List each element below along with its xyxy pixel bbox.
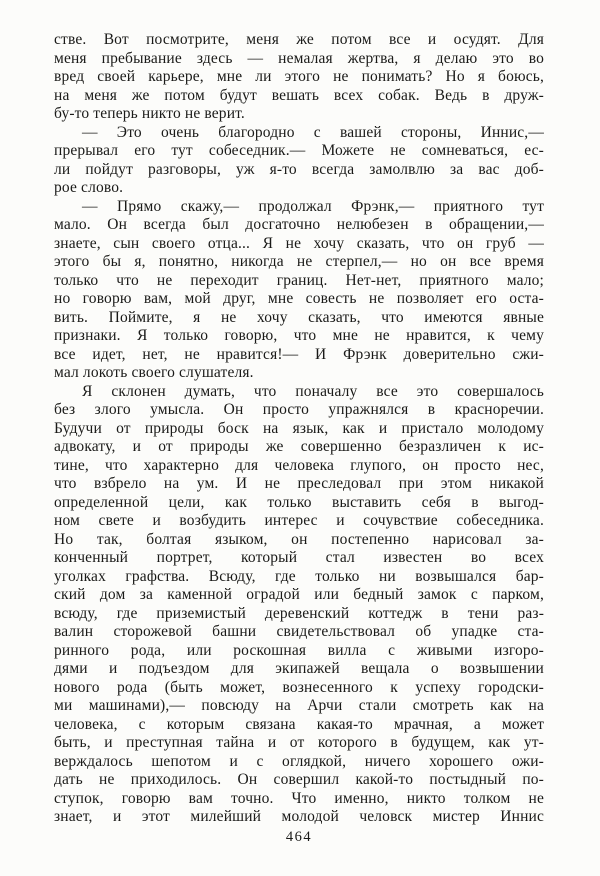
text-line: тине, что характерно для человека глупого, он просто нес,	[54, 456, 544, 474]
text-line: человека, с которым связана какая-то мрачная, а может	[54, 715, 544, 733]
text-line: ринного рода, или роскошная вилла с живыми изгоро-	[54, 641, 544, 659]
text-line: мал локоть своего слушателя.	[54, 364, 254, 381]
text-line: вить. Поймите, я не хочу сказать, что имеются явные	[54, 308, 544, 326]
text-line: уголках графства. Всюду, где только ни возвышался бар-	[54, 567, 544, 585]
text-line: ступок, говорю вам точно. Что именно, никто толком не	[54, 789, 544, 807]
text-line: ном свете и возбудить интерес и сочувствие собеседника.	[54, 512, 544, 529]
text-line: — Это очень благородно с вашей стороны, Иннис,—	[82, 123, 544, 141]
text-line: знаете, сын своего отца... Я не хочу сказать, что он груб —	[54, 234, 544, 252]
text-line: этого бы я, понятно, никогда не стерпел,— но он все время	[54, 253, 544, 270]
text-line: ли пойдут разговоры, уж я-то всегда замолвлю за вас доб-	[54, 160, 544, 178]
text-line: вред своей карьере, мне ли этого не понимать? Но я боюсь,	[54, 68, 544, 85]
text-line: быть, и преступная тайна и от которого в будущем, как ут-	[54, 734, 544, 751]
text-line: прерывал его тут собеседник.— Можете не сомневаться, ес-	[54, 142, 544, 159]
page-number: 464	[285, 829, 313, 845]
text-line: Будучи от природы боск на язык, как и пристало молодому	[54, 419, 544, 437]
text-line: рое слово.	[54, 179, 124, 196]
text-line: ский дом за каменной оградой или бедный замок с парком,	[54, 586, 544, 603]
text-line: — Прямо скажу,— продолжал Фрэнк,— приятного тут	[82, 197, 544, 215]
text-line: только что не переходит границ. Нет-нет, приятного мало;	[54, 271, 544, 289]
text-line: без злого умысла. Он просто упражнялся в красноречии.	[54, 401, 544, 418]
text-line: Но так, болтая языком, он постепенно нарисовал за-	[54, 530, 544, 548]
text-line: дать не приходилось. Он совершил какой-то постыдный по-	[54, 771, 544, 788]
text-line: адвокату, и от природы же совершенно безразличен к ис-	[54, 438, 544, 455]
text-line: стве. Вот посмотрите, меня же потом все и осудят. Для	[54, 31, 544, 48]
text-line: все идет, нет, не нравится!— И Фрэнк доверительно сжи-	[54, 345, 544, 363]
text-line: всюду, где приземистый деревенский коттедж в тени раз-	[54, 604, 544, 622]
text-block	[54, 31, 544, 827]
text-line: на меня же потом будут вешать всех собак. Ведь в друж-	[54, 86, 544, 104]
text-line: что взбрело на ум. И не преследовал при этом никакой	[54, 475, 544, 492]
text-line: мало. Он всегда был досгаточно нелюбезен в обращении,—	[54, 216, 544, 233]
text-line: бу-то теперь никто не верит.	[54, 105, 245, 122]
text-line: но говорю вам, мой друг, мне совесть не позволяет его оста-	[54, 290, 544, 307]
text-line: валин сторожевой башни свидетельствовал об упадке ста-	[54, 623, 544, 640]
text-line: знает, и этот милейший молодой человск мистер Иннис	[54, 808, 544, 825]
text-line: верждалось шепотом и с оглядкой, ничего хорошего ожи-	[54, 752, 544, 770]
text-line: меня пребывание здесь — немалая жертва, я делаю это во	[54, 49, 544, 67]
text-line: дями и подъездом для экипажей вещала о возвышении	[54, 660, 544, 677]
text-line: нового рода (быть может, вознесенного к успеху городски-	[54, 678, 544, 696]
text-line: ми машинами),— повсюду на Арчи стали смотреть как на	[54, 697, 544, 714]
text-line: определенной цели, как только выставить себя в выгод-	[54, 493, 544, 511]
text-line: признаки. Я только говорю, что мне не нравится, к чему	[54, 327, 544, 344]
text-line: конченный портрет, который стал известен во всех	[54, 549, 544, 566]
text-line: Я склонен думать, что поначалу все это совершалось	[82, 382, 544, 400]
